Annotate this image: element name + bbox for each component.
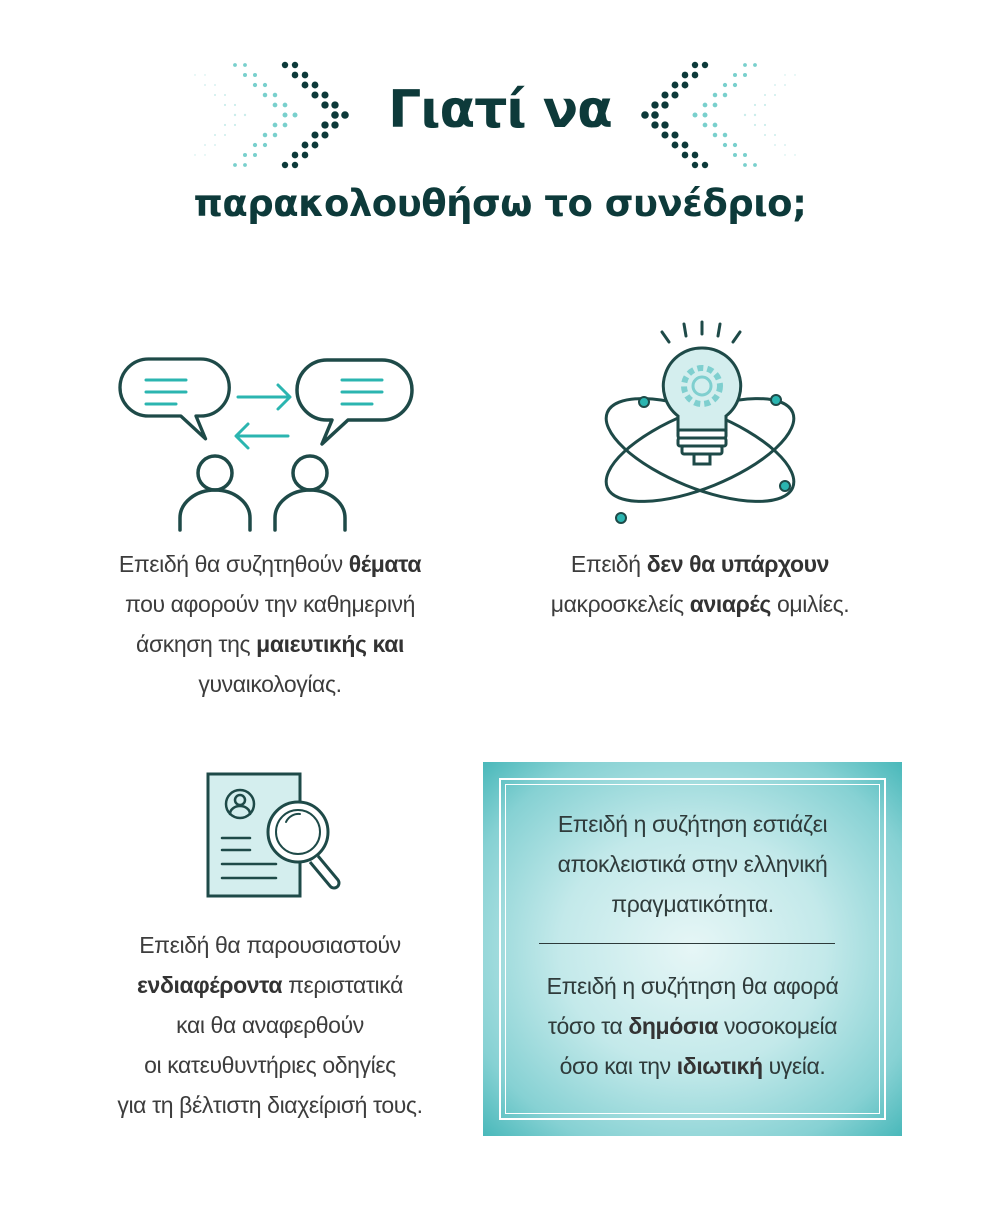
chevron-dot — [312, 142, 319, 149]
text-segment: μακροσκελείς — [550, 591, 690, 617]
text-segment: ομιλίες. — [770, 591, 850, 617]
reason-talks-text — [490, 544, 910, 624]
bold-segment: ιδιωτική — [676, 1053, 763, 1079]
chevron-dot — [263, 143, 267, 147]
chevron-dot — [204, 144, 206, 146]
text-line — [60, 624, 480, 664]
text-line — [483, 1046, 902, 1086]
chevron-dot — [743, 163, 747, 167]
chevron-dot — [743, 73, 747, 77]
highlight-box — [483, 762, 902, 1136]
text-line — [60, 1045, 480, 1085]
text-segment: για τη βέλτιστη διαχείρισή τους. — [117, 1092, 423, 1118]
text-segment: οι κατευθυντήριες οδηγίες — [144, 1052, 396, 1078]
chevron-dot — [243, 153, 247, 157]
text-line — [60, 1005, 480, 1045]
chevron-dot — [702, 162, 708, 168]
reason-greek-reality-text — [483, 804, 902, 924]
text-segment: περιστατικά — [282, 972, 403, 998]
chevron-dot — [784, 144, 786, 146]
text-segment: τόσο τα — [547, 1013, 629, 1039]
text-segment: Επειδή — [570, 551, 647, 577]
chevron-dot — [692, 152, 699, 159]
chevron-dot — [282, 162, 288, 168]
text-segment: πραγματικότητα. — [611, 891, 774, 917]
lightbulb-orbit-icon — [600, 320, 800, 530]
chevron-dot — [253, 153, 257, 157]
chevron-dot — [302, 152, 309, 159]
chevron-dot — [784, 74, 785, 75]
chevron-dot — [243, 163, 247, 167]
chevron-dot — [292, 162, 298, 168]
chevron-dot — [794, 74, 795, 75]
text-line — [490, 544, 910, 584]
chevron-dot — [233, 63, 237, 67]
chevron-dot — [702, 62, 708, 68]
text-line — [483, 884, 902, 924]
chevron-dot — [784, 154, 785, 155]
chevron-dot — [243, 73, 247, 77]
chevron-dot — [692, 162, 698, 168]
chevron-dot — [292, 62, 298, 68]
text-segment: Επειδή θα συζητηθούν — [118, 551, 349, 577]
bold-segment: θέματα — [348, 551, 422, 577]
text-segment: Επειδή η συζήτηση εστιάζει — [557, 811, 828, 837]
chevron-dot — [292, 72, 299, 79]
text-line — [483, 966, 902, 1006]
box-divider — [539, 943, 835, 944]
text-segment: Επειδή θα παρουσιαστούν — [139, 932, 401, 958]
text-line — [60, 925, 480, 965]
bold-segment: ανιαρές — [689, 591, 771, 617]
chevron-dot — [302, 72, 309, 79]
chevron-dot — [753, 63, 757, 67]
page-subtitle: παρακολουθήσω το συνέδριο; — [193, 182, 807, 225]
chevron-dot — [733, 153, 737, 157]
chevron-dot — [194, 154, 195, 155]
chevron-dot — [682, 142, 689, 149]
page-title: Γιατί να — [388, 80, 612, 140]
text-line — [60, 664, 480, 704]
text-segment: νοσοκομεία — [717, 1013, 838, 1039]
chevron-dot — [282, 62, 288, 68]
chevron-dot — [243, 63, 247, 67]
text-line — [60, 1085, 480, 1125]
chevron-dot — [253, 73, 257, 77]
text-segment: άσκηση της — [136, 631, 257, 657]
chevron-dot — [682, 152, 689, 159]
text-line — [490, 584, 910, 624]
text-segment: γυναικολογίας. — [198, 671, 342, 697]
chevron-dot — [733, 73, 737, 77]
reason-public-private-text — [483, 966, 902, 1086]
chevron-dot — [723, 143, 727, 147]
text-segment: αποκλειστικά στην ελληνική — [557, 851, 828, 877]
chevron-dot — [292, 152, 299, 159]
bold-segment: δημόσια — [628, 1013, 718, 1039]
text-line — [60, 544, 480, 584]
reason-topics-text — [60, 544, 480, 704]
chevron-dot — [733, 143, 737, 147]
chevron-dot — [743, 153, 747, 157]
chevron-dot — [253, 143, 257, 147]
chevron-dot — [774, 144, 776, 146]
chevron-dot — [302, 142, 309, 149]
chevron-dot — [743, 63, 747, 67]
reason-cases-text — [60, 925, 480, 1125]
chevron-dot — [692, 62, 698, 68]
chevron-dot — [682, 72, 689, 79]
text-segment: Επειδή η συζήτηση θα αφορά — [546, 973, 839, 999]
chevron-dot — [672, 142, 679, 149]
text-line — [60, 965, 480, 1005]
document-magnifier-icon — [200, 770, 350, 902]
chevron-dot — [692, 72, 699, 79]
text-line — [483, 844, 902, 884]
text-segment: και θα αναφερθούν — [176, 1012, 364, 1038]
chevron-dot — [214, 144, 216, 146]
text-line — [483, 1006, 902, 1046]
text-line — [60, 584, 480, 624]
chevron-dot — [204, 154, 205, 155]
chevron-dot — [753, 163, 757, 167]
bold-segment: δεν θα υπάρχουν — [646, 551, 830, 577]
chevron-dot — [204, 74, 205, 75]
text-segment: που αφορούν την καθημερινή — [124, 591, 416, 617]
chevron-dot — [794, 154, 795, 155]
text-segment: όσο και την — [559, 1053, 677, 1079]
two-people-speech-bubbles-icon — [110, 340, 420, 535]
chevron-dot — [233, 163, 237, 167]
text-segment: υγεία. — [762, 1053, 826, 1079]
text-line — [483, 804, 902, 844]
bold-segment: ενδιαφέροντα — [137, 972, 283, 998]
bold-segment: μαιευτικής και — [256, 631, 404, 657]
chevron-dot — [194, 74, 195, 75]
